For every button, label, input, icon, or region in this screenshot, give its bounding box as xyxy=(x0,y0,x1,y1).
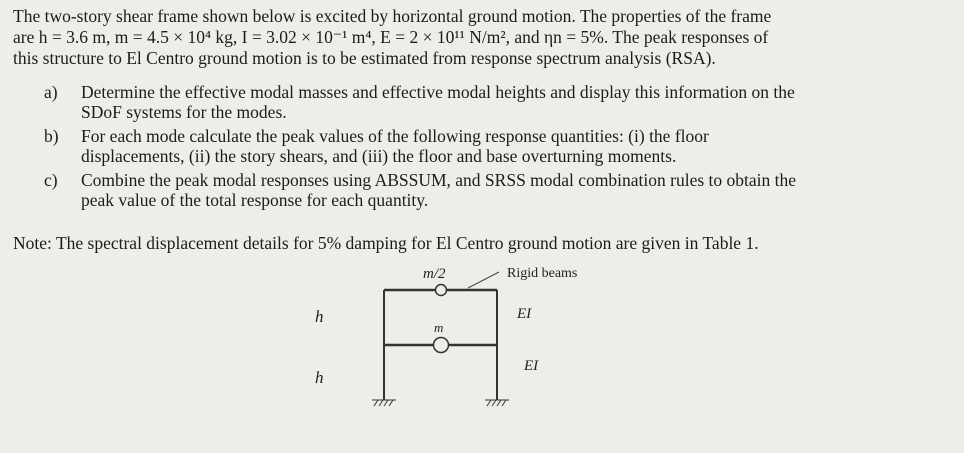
statement-line-1: The two-story shear frame shown below is excited by horizontal ground motion. The properties of the frame xyxy=(13,6,772,26)
floor-mass-marker xyxy=(434,338,449,353)
rigid-beams-label: Rigid beams xyxy=(507,266,578,281)
upper-stiffness-label: EI xyxy=(517,306,532,322)
task-text: For each mode calculate the peak values of the following response quantities: (i) the floor xyxy=(81,126,709,146)
note-text: Note: The spectral displacement details for 5% damping for El Centro ground motion are given in Table 1. xyxy=(13,233,759,253)
task-text: Determine the effective modal masses and effective modal heights and display this information on the xyxy=(81,82,795,102)
task-marker: b) xyxy=(44,126,59,146)
statement-line-2: are h = 3.6 m, m = 4.5 × 10⁴ kg, I = 3.02 × 10⁻¹ m⁴, E = 2 × 10¹¹ N/m², and ηn = 5%. The peak responses of xyxy=(13,27,769,47)
rigid-beams-pointer xyxy=(468,272,499,288)
task-text: SDoF systems for the modes. xyxy=(81,102,287,122)
task-text: peak value of the total response for each quantity. xyxy=(81,190,429,210)
lower-height-label: h xyxy=(315,368,324,387)
task-marker: a) xyxy=(44,82,58,102)
task-text: Combine the peak modal responses using ABSSUM, and SRSS modal combination rules to obtain the xyxy=(81,170,797,190)
right-support xyxy=(485,400,509,406)
lower-stiffness-label: EI xyxy=(524,358,539,374)
top-mass-label: m/2 xyxy=(423,266,446,282)
statement-line-3: this structure to El Centro ground motion is to be estimated from response spectrum analysis (RSA). xyxy=(13,48,716,68)
roof-mass-marker xyxy=(436,285,447,296)
left-support xyxy=(372,400,396,406)
task-marker: c) xyxy=(44,170,58,190)
mid-mass-label: m xyxy=(434,320,444,335)
task-text: displacements, (ii) the story shears, and (iii) the floor and base overturning moments. xyxy=(81,146,677,166)
upper-height-label: h xyxy=(315,307,324,326)
